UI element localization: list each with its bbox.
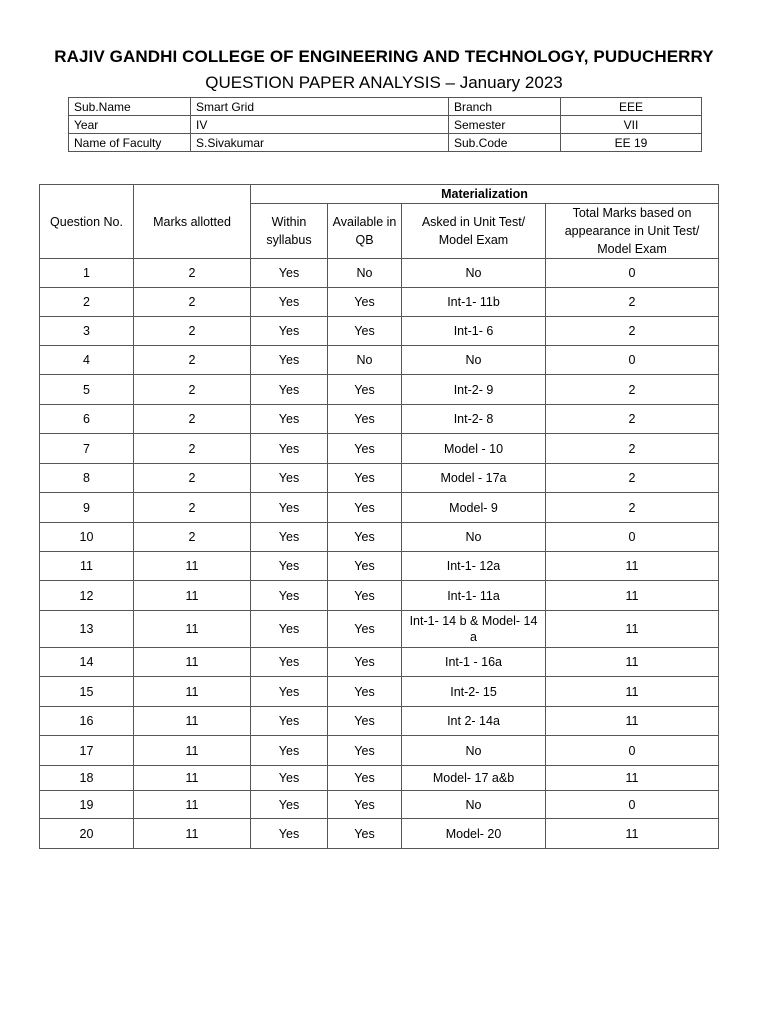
- question-number-cell: 17: [40, 736, 134, 766]
- asked-in-cell: Int-1 - 16a: [402, 648, 546, 677]
- marks-cell: 11: [134, 552, 251, 581]
- question-number-cell: 6: [40, 405, 134, 434]
- question-number-cell: 13: [40, 611, 134, 648]
- question-number-cell: 12: [40, 581, 134, 611]
- question-number-cell: 20: [40, 819, 134, 849]
- document-subtitle: QUESTION PAPER ANALYSIS – January 2023: [205, 73, 563, 92]
- total-marks-cell: 11: [546, 581, 719, 611]
- asked-in-cell: Model- 9: [402, 493, 546, 523]
- marks-cell: 2: [134, 288, 251, 317]
- asked-in-cell: Int-2- 8: [402, 405, 546, 434]
- marks-cell: 2: [134, 375, 251, 405]
- question-number-cell: 11: [40, 552, 134, 581]
- within-syllabus-cell: Yes: [251, 581, 328, 611]
- info-value: VII: [561, 116, 702, 134]
- asked-in-cell: No: [402, 346, 546, 375]
- question-number-cell: 10: [40, 523, 134, 552]
- table-row: [40, 581, 719, 611]
- marks-cell: 11: [134, 791, 251, 819]
- asked-in-cell: Int-2- 9: [402, 375, 546, 405]
- marks-cell: 11: [134, 766, 251, 791]
- total-marks-cell: 2: [546, 405, 719, 434]
- available-qb-cell: Yes: [328, 405, 402, 434]
- within-syllabus-cell: Yes: [251, 259, 328, 288]
- header-available-in-qb: Available in QB: [328, 204, 402, 259]
- within-syllabus-cell: Yes: [251, 434, 328, 464]
- asked-in-cell: Model- 17 a&b: [402, 766, 546, 791]
- header-marks-allotted: Marks allotted: [134, 185, 251, 259]
- total-marks-cell: 0: [546, 736, 719, 766]
- table-row: [40, 259, 719, 288]
- within-syllabus-cell: Yes: [251, 819, 328, 849]
- within-syllabus-cell: Yes: [251, 648, 328, 677]
- marks-cell: 11: [134, 677, 251, 707]
- marks-cell: 2: [134, 493, 251, 523]
- table-row: [40, 375, 719, 405]
- within-syllabus-cell: Yes: [251, 375, 328, 405]
- table-row: [40, 791, 719, 819]
- available-qb-cell: Yes: [328, 552, 402, 581]
- available-qb-cell: Yes: [328, 736, 402, 766]
- within-syllabus-cell: Yes: [251, 611, 328, 648]
- question-number-cell: 7: [40, 434, 134, 464]
- within-syllabus-cell: Yes: [251, 736, 328, 766]
- total-marks-cell: 11: [546, 611, 719, 648]
- available-qb-cell: Yes: [328, 581, 402, 611]
- within-syllabus-cell: Yes: [251, 405, 328, 434]
- total-marks-cell: 2: [546, 464, 719, 493]
- info-value: IV: [191, 116, 449, 134]
- total-marks-cell: 11: [546, 819, 719, 849]
- table-row: [40, 493, 719, 523]
- marks-cell: 2: [134, 346, 251, 375]
- total-marks-cell: 11: [546, 552, 719, 581]
- asked-in-cell: No: [402, 259, 546, 288]
- info-label: Year: [69, 116, 191, 134]
- within-syllabus-cell: Yes: [251, 552, 328, 581]
- subject-info-table: [68, 97, 702, 152]
- available-qb-cell: Yes: [328, 611, 402, 648]
- info-value: S.Sivakumar: [191, 134, 449, 152]
- question-analysis-table: [39, 184, 719, 849]
- available-qb-cell: Yes: [328, 766, 402, 791]
- asked-in-cell: Model - 17a: [402, 464, 546, 493]
- marks-cell: 2: [134, 464, 251, 493]
- available-qb-cell: No: [328, 346, 402, 375]
- marks-cell: 11: [134, 581, 251, 611]
- asked-in-cell: Int-2- 15: [402, 677, 546, 707]
- available-qb-cell: Yes: [328, 288, 402, 317]
- question-number-cell: 3: [40, 317, 134, 346]
- available-qb-cell: Yes: [328, 791, 402, 819]
- available-qb-cell: Yes: [328, 523, 402, 552]
- total-marks-cell: 0: [546, 346, 719, 375]
- asked-in-cell: Int-1- 11a: [402, 581, 546, 611]
- available-qb-cell: Yes: [328, 375, 402, 405]
- header-asked-in: Asked in Unit Test/ Model Exam: [402, 204, 546, 259]
- total-marks-cell: 11: [546, 648, 719, 677]
- total-marks-cell: 2: [546, 317, 719, 346]
- available-qb-cell: Yes: [328, 819, 402, 849]
- within-syllabus-cell: Yes: [251, 677, 328, 707]
- available-qb-cell: Yes: [328, 707, 402, 736]
- info-row: [69, 98, 702, 116]
- marks-cell: 11: [134, 611, 251, 648]
- question-number-cell: 15: [40, 677, 134, 707]
- marks-cell: 2: [134, 405, 251, 434]
- table-row: [40, 346, 719, 375]
- question-number-cell: 2: [40, 288, 134, 317]
- asked-in-cell: Int 2- 14a: [402, 707, 546, 736]
- table-row: [40, 707, 719, 736]
- within-syllabus-cell: Yes: [251, 493, 328, 523]
- marks-cell: 2: [134, 523, 251, 552]
- table-row: [40, 736, 719, 766]
- table-row: [40, 317, 719, 346]
- total-marks-cell: 11: [546, 677, 719, 707]
- info-label: Branch: [449, 98, 561, 116]
- question-number-cell: 1: [40, 259, 134, 288]
- question-number-cell: 4: [40, 346, 134, 375]
- within-syllabus-cell: Yes: [251, 766, 328, 791]
- question-number-cell: 19: [40, 791, 134, 819]
- info-value: EEE: [561, 98, 702, 116]
- total-marks-cell: 0: [546, 523, 719, 552]
- asked-in-cell: Int-1- 6: [402, 317, 546, 346]
- asked-in-cell: Int-1- 14 b & Model- 14 a: [402, 611, 546, 648]
- table-row: [40, 523, 719, 552]
- info-row: [69, 116, 702, 134]
- within-syllabus-cell: Yes: [251, 523, 328, 552]
- total-marks-cell: 2: [546, 288, 719, 317]
- within-syllabus-cell: Yes: [251, 288, 328, 317]
- available-qb-cell: Yes: [328, 464, 402, 493]
- question-number-cell: 16: [40, 707, 134, 736]
- marks-cell: 2: [134, 259, 251, 288]
- total-marks-cell: 11: [546, 707, 719, 736]
- header-within-syllabus: Within syllabus: [251, 204, 328, 259]
- question-number-cell: 9: [40, 493, 134, 523]
- available-qb-cell: Yes: [328, 493, 402, 523]
- asked-in-cell: No: [402, 523, 546, 552]
- header-question-no: Question No.: [40, 185, 134, 259]
- within-syllabus-cell: Yes: [251, 346, 328, 375]
- available-qb-cell: No: [328, 259, 402, 288]
- table-row: [40, 434, 719, 464]
- within-syllabus-cell: Yes: [251, 317, 328, 346]
- question-number-cell: 8: [40, 464, 134, 493]
- table-row: [40, 552, 719, 581]
- asked-in-cell: Model- 20: [402, 819, 546, 849]
- info-value: Smart Grid: [191, 98, 449, 116]
- table-row: [40, 677, 719, 707]
- info-row: [69, 134, 702, 152]
- table-row: [40, 288, 719, 317]
- total-marks-cell: 2: [546, 375, 719, 405]
- asked-in-cell: No: [402, 791, 546, 819]
- asked-in-cell: Int-1- 12a: [402, 552, 546, 581]
- total-marks-cell: 11: [546, 766, 719, 791]
- table-row: [40, 766, 719, 791]
- question-number-cell: 18: [40, 766, 134, 791]
- question-number-cell: 14: [40, 648, 134, 677]
- available-qb-cell: Yes: [328, 677, 402, 707]
- marks-cell: 11: [134, 648, 251, 677]
- info-label: Semester: [449, 116, 561, 134]
- table-row: [40, 648, 719, 677]
- available-qb-cell: Yes: [328, 434, 402, 464]
- table-row: [40, 464, 719, 493]
- total-marks-cell: 0: [546, 791, 719, 819]
- college-title: RAJIV GANDHI COLLEGE OF ENGINEERING AND TECHNOLOGY, PUDUCHERRY: [54, 47, 714, 66]
- total-marks-cell: 0: [546, 259, 719, 288]
- marks-cell: 2: [134, 434, 251, 464]
- asked-in-cell: Model - 10: [402, 434, 546, 464]
- question-number-cell: 5: [40, 375, 134, 405]
- info-label: Sub.Code: [449, 134, 561, 152]
- table-row: [40, 405, 719, 434]
- table-row: [40, 819, 719, 849]
- within-syllabus-cell: Yes: [251, 791, 328, 819]
- header-materialization: Materialization: [251, 185, 719, 204]
- within-syllabus-cell: Yes: [251, 707, 328, 736]
- info-label: Sub.Name: [69, 98, 191, 116]
- total-marks-cell: 2: [546, 434, 719, 464]
- asked-in-cell: No: [402, 736, 546, 766]
- within-syllabus-cell: Yes: [251, 464, 328, 493]
- available-qb-cell: Yes: [328, 648, 402, 677]
- marks-cell: 11: [134, 707, 251, 736]
- marks-cell: 2: [134, 317, 251, 346]
- total-marks-cell: 2: [546, 493, 719, 523]
- marks-cell: 11: [134, 819, 251, 849]
- header-total-marks: Total Marks based on appearance in Unit Test/ Model Exam: [546, 204, 719, 259]
- info-label: Name of Faculty: [69, 134, 191, 152]
- marks-cell: 11: [134, 736, 251, 766]
- available-qb-cell: Yes: [328, 317, 402, 346]
- table-body: [40, 259, 719, 849]
- info-value: EE 19: [561, 134, 702, 152]
- table-row: [40, 611, 719, 648]
- asked-in-cell: Int-1- 11b: [402, 288, 546, 317]
